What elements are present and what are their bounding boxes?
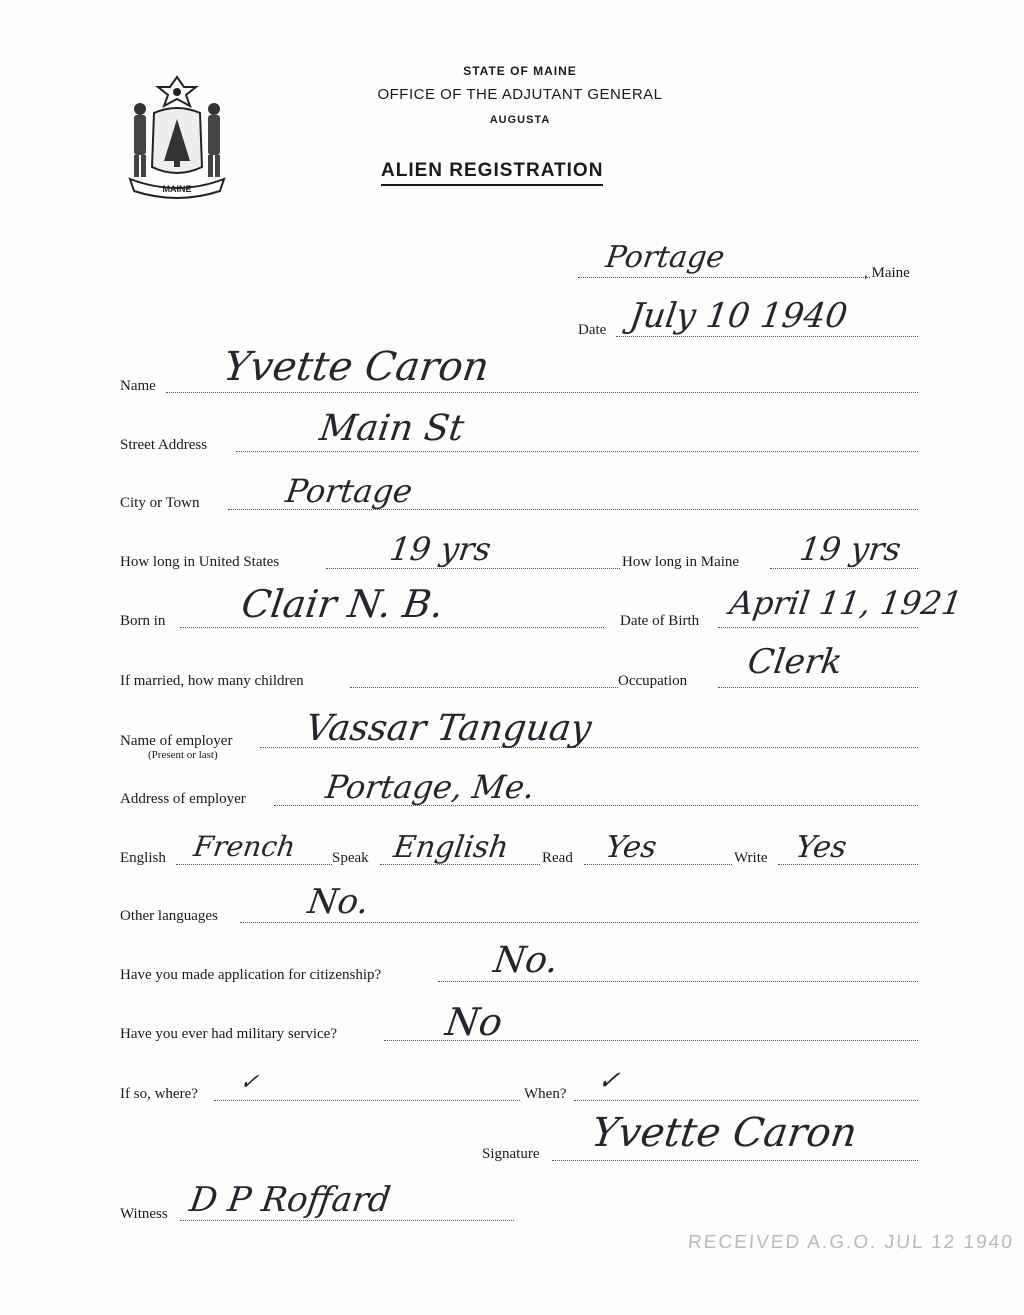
employer-note: (Present or last) [148, 749, 218, 761]
town-line [578, 277, 870, 278]
military-label: Have you ever had military service? [120, 1026, 337, 1042]
city-heading: AUGUSTA [489, 114, 551, 126]
town-value: Portage [603, 240, 727, 275]
where-line [214, 1100, 520, 1101]
english-label: English [120, 850, 166, 866]
read-value: Yes [603, 830, 659, 865]
read-label: Read [542, 850, 573, 866]
when-line [574, 1100, 918, 1101]
witness-line [180, 1220, 514, 1221]
maine-label: , Maine [864, 265, 910, 281]
employer-address-label: Address of employer [120, 791, 246, 807]
where-value: ✓ [238, 1070, 261, 1095]
date-of-birth-value: April 11, 1921 [727, 584, 965, 622]
witness-value: D P Roffard [187, 1180, 394, 1220]
children-label: If married, how many children [120, 673, 304, 689]
other-languages-value: No. [305, 882, 372, 922]
other-languages-line [240, 922, 918, 923]
how-long-maine-value: 19 yrs [797, 530, 904, 568]
citizenship-label: Have you made application for citizenship? [120, 967, 382, 983]
write-value: Yes [793, 830, 849, 865]
employer-label: Name of employer [120, 733, 233, 749]
english-line [176, 864, 332, 865]
employer-value: Vassar Tanguay [303, 708, 595, 749]
maine-state-seal-icon [124, 75, 230, 199]
occupation-label: Occupation [618, 673, 688, 689]
born-in-label: Born in [120, 613, 166, 629]
date-line [616, 336, 918, 337]
occupation-line [718, 687, 918, 688]
seal-banner-text: MAINE [162, 184, 192, 194]
citizenship-line [438, 981, 918, 982]
city-or-town-value: Portage [283, 472, 415, 510]
military-value: No [442, 1000, 506, 1044]
street-address-line [236, 451, 918, 452]
form-title: ALIEN REGISTRATION [381, 160, 603, 186]
signature-line [552, 1160, 918, 1161]
speak-value: English [391, 830, 511, 865]
name-label: Name [120, 378, 156, 394]
how-long-us-line [326, 568, 620, 569]
when-label: When? [524, 1086, 567, 1102]
state-heading: STATE OF MAINE [463, 64, 577, 78]
office-heading: OFFICE OF THE ADJUTANT GENERAL [377, 86, 663, 103]
english-value: French [191, 830, 298, 863]
write-label: Write [734, 850, 768, 866]
witness-label: Witness [120, 1206, 168, 1222]
how-long-us-value: 19 yrs [387, 530, 494, 568]
date-label: Date [578, 322, 607, 338]
date-of-birth-line [718, 627, 918, 628]
received-stamp: RECEIVED A.G.O. JUL 12 1940 [687, 1232, 1015, 1253]
if-so-where-label: If so, where? [120, 1086, 198, 1102]
speak-label: Speak [332, 850, 369, 866]
signature-label: Signature [482, 1146, 540, 1162]
name-value: Yvette Caron [220, 344, 492, 390]
city-or-town-label: City or Town [120, 495, 200, 511]
children-line [350, 687, 618, 688]
occupation-value: Clerk [745, 642, 845, 682]
name-line [166, 392, 918, 393]
how-long-maine-line [770, 568, 918, 569]
when-value: ✓ [595, 1066, 622, 1096]
date-value: July 10 1940 [627, 296, 850, 336]
street-address-label: Street Address [120, 437, 208, 453]
how-long-maine-label: How long in Maine [622, 554, 740, 570]
how-long-us-label: How long in United States [120, 554, 280, 570]
born-in-value: Clair N. B. [238, 582, 447, 626]
date-of-birth-label: Date of Birth [620, 613, 700, 629]
signature-value: Yvette Caron [588, 1110, 860, 1156]
other-languages-label: Other languages [120, 908, 218, 924]
street-address-value: Main St [317, 408, 467, 449]
employer-address-value: Portage, Me. [323, 768, 538, 806]
citizenship-value: No. [491, 940, 561, 981]
born-in-line [180, 627, 604, 628]
